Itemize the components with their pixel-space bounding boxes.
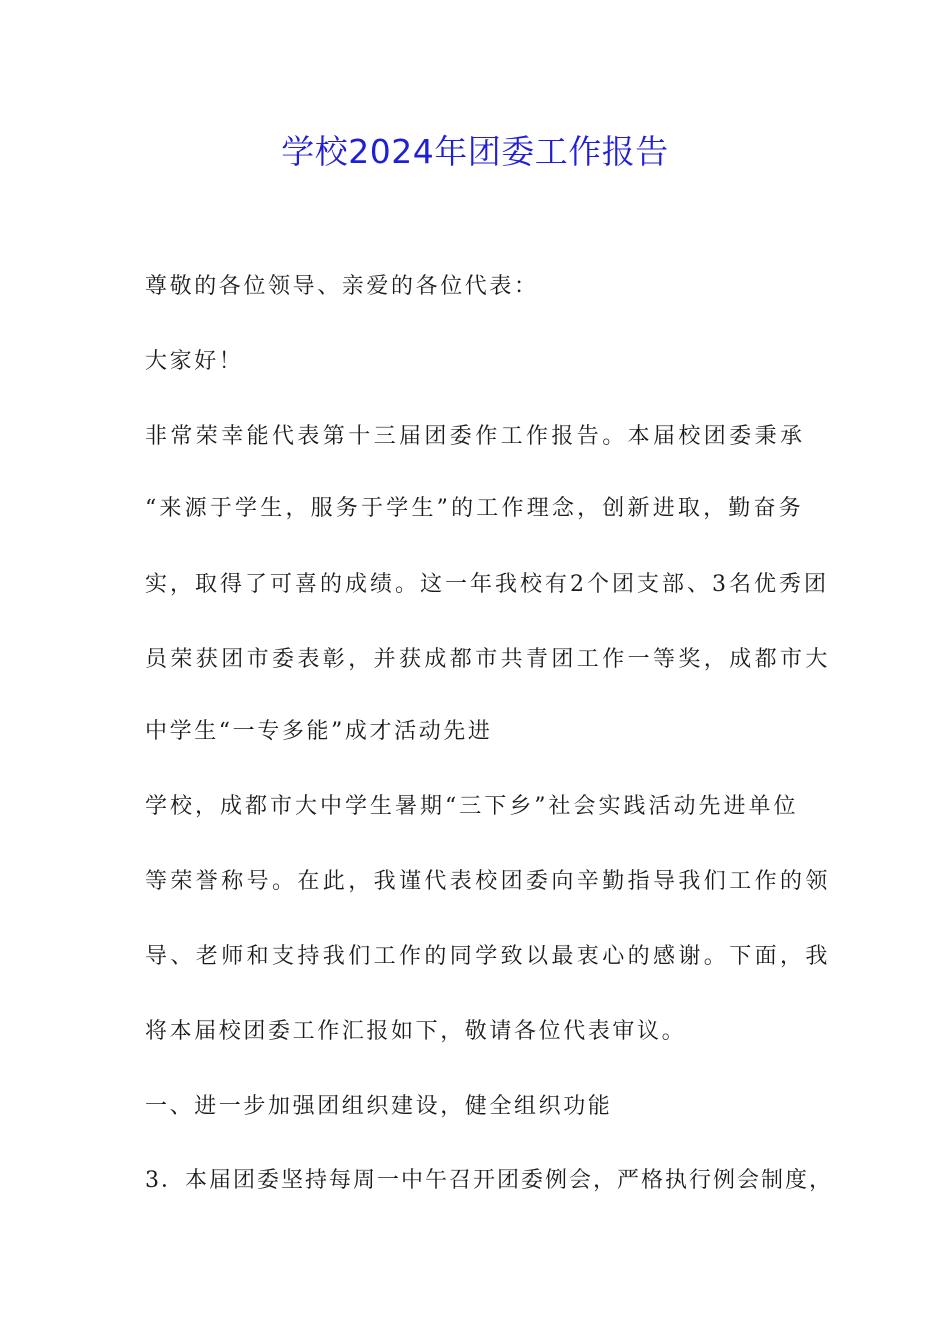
body-line: 导、老师和支持我们工作的同学致以最衷心的感谢。下面，我	[145, 944, 831, 969]
body-line: 实，取得了可喜的成绩。这一年我校有2个团支部、3名优秀团	[145, 572, 829, 597]
document-title: 学校2024年团委工作报告	[281, 132, 669, 171]
body-line: 员荣获团市委表彰，并获成都市共青团工作一等奖，成都市大	[145, 647, 831, 672]
body-line: 中学生“一专多能”成才活动先进	[145, 719, 493, 744]
body-line: 3．本届团委坚持每周一中午召开团委例会，严格执行例会制度，	[145, 1168, 833, 1193]
body-line: 学校，成都市大中学生暑期“三下乡”社会实践活动先进单位	[145, 794, 799, 819]
body-line: 等荣誉称号。在此，我谨代表校团委向辛勤指导我们工作的领	[145, 869, 831, 894]
greeting-line: 大家好！	[145, 349, 244, 374]
section-heading: 一、进一步加强团组织建设，健全组织功能	[145, 1094, 613, 1119]
body-line: “来源于学生，服务于学生”的工作理念，创新进取，勤奋务	[145, 496, 804, 521]
salutation-line: 尊敬的各位领导、亲爱的各位代表：	[145, 274, 539, 299]
body-line: 非常荣幸能代表第十三届团委作工作报告。本届校团委秉承	[145, 424, 806, 449]
body-line: 将本届校团委工作汇报如下，敬请各位代表审议。	[145, 1019, 687, 1044]
